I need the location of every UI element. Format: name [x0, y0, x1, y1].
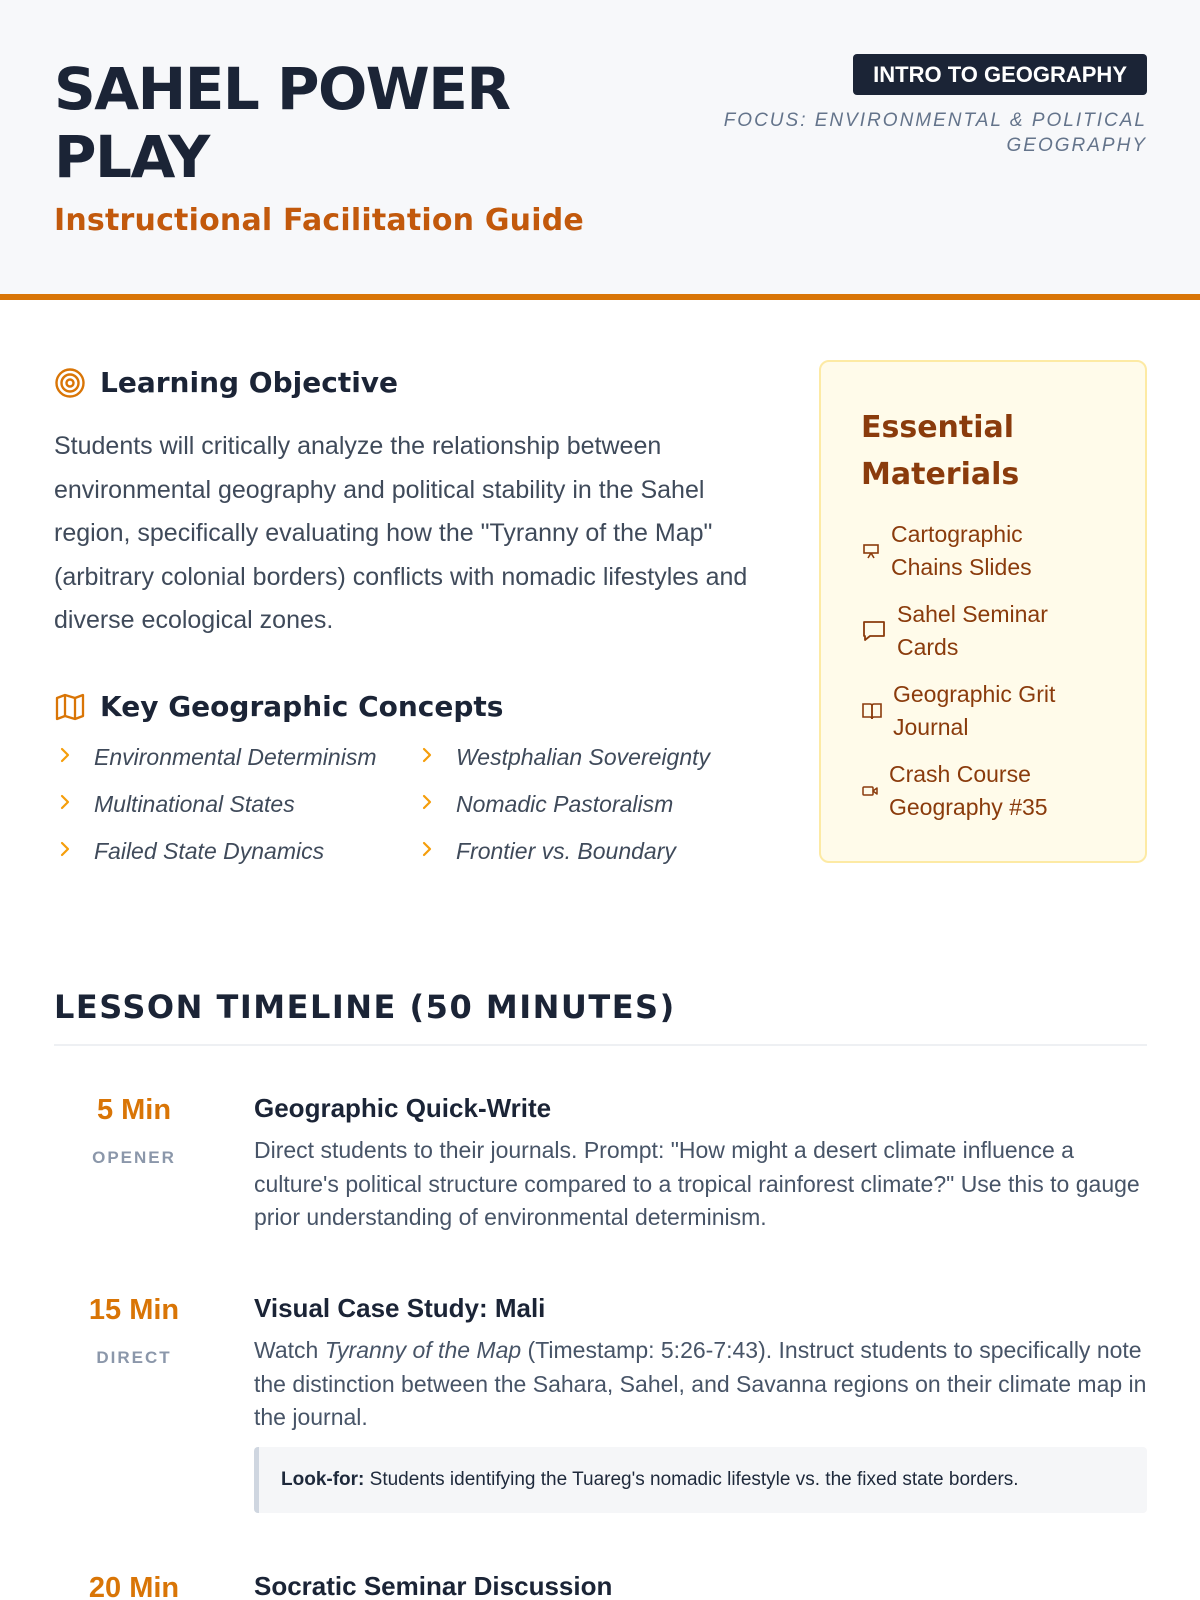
concept-item: [54, 744, 416, 770]
chevron-right-icon: [420, 793, 448, 816]
timeline-entry-title: Socratic Seminar Discussion: [254, 1571, 613, 1600]
timeline-phase: OPENER: [92, 1148, 176, 1167]
timeline-entry-description: [254, 1334, 1154, 1435]
timeline-duration: 5 Min: [96, 1094, 172, 1126]
objective-heading: [54, 366, 398, 399]
concept-item: [416, 744, 746, 770]
chevron-right-icon: [420, 746, 448, 769]
material-item: [861, 758, 1101, 824]
timeline-heading: LESSON TIMELINE (50 MINUTES): [54, 988, 676, 1026]
look-for-callout: [254, 1447, 1147, 1513]
chevron-right-icon: [58, 746, 86, 769]
concepts-heading-text: Key Geographic Concepts: [100, 690, 504, 723]
concept-item: [416, 791, 746, 817]
look-for-text: Students identifying the Tuareg's nomadic lifestyle vs. the fixed state borders.: [364, 1469, 1019, 1490]
presentation-icon: [861, 541, 881, 561]
material-item: [861, 678, 1101, 744]
page-subtitle: Instructional Facilitation Guide: [54, 203, 584, 238]
materials-card: [819, 360, 1147, 863]
video-icon: [861, 782, 879, 800]
description-text: (Timestamp: 5:26-7:43). Instruct students to specifically note the distinction between the Sahara, Sahel, and Savanna regions on their climate map in the journal.: [254, 1337, 1147, 1430]
material-label: Crash Course Geography #35: [889, 761, 1048, 820]
timeline-divider: [54, 1044, 1147, 1046]
timeline-entry-description: Direct students to their journals. Prompt: "How might a desert climate influence a culture's political structure compared to a tropical rainforest climate?" Use this to gauge prior understanding of environmental determinism.: [254, 1137, 1140, 1230]
concept-label: Environmental Determinism: [94, 743, 377, 770]
objective-heading-text: Learning Objective: [100, 366, 399, 399]
map-icon: [54, 691, 86, 723]
chevron-right-icon: [58, 840, 86, 863]
concepts-heading: [54, 690, 503, 723]
timeline-duration: 15 Min: [88, 1294, 180, 1326]
page-title: SAHEL POWER PLAY: [54, 55, 510, 191]
look-for-label: Look-for:: [281, 1469, 365, 1490]
concept-label: Westphalian Sovereignty: [456, 743, 710, 770]
concept-item: [54, 838, 416, 864]
timeline-phase: DIRECT: [96, 1348, 172, 1367]
material-label: Cartographic Chains Slides: [891, 521, 1032, 580]
course-badge: INTRO TO GEOGRAPHY: [853, 54, 1147, 95]
objective-text: Students will critically analyze the relationship between environmental geography and political stability in the Sahel region, specifically evaluating how the "Tyranny of the Map" (arbitrary colonial borders) conflicts with nomadic lifestyles and diverse ecological zones.: [54, 432, 748, 634]
timeline-entry-title: Visual Case Study: Mali: [254, 1293, 546, 1323]
concept-label: Nomadic Pastoralism: [456, 790, 674, 817]
concept-item: [416, 838, 746, 864]
concept-item: [54, 791, 416, 817]
chevron-right-icon: [420, 840, 448, 863]
concept-label: Frontier vs. Boundary: [456, 837, 676, 864]
material-label: Geographic Grit Journal: [893, 681, 1056, 740]
book-icon: [861, 700, 883, 722]
chat-bubble-icon: [861, 618, 887, 644]
focus-label: FOCUS: ENVIRONMENTAL & POLITICAL GEOGRAPHY: [723, 110, 1147, 156]
timeline-entry-title: Geographic Quick-Write: [254, 1093, 552, 1123]
concept-list: [54, 744, 754, 864]
concept-label: Failed State Dynamics: [94, 837, 325, 864]
material-item: [861, 518, 1101, 584]
material-item: [861, 598, 1101, 664]
chevron-right-icon: [58, 793, 86, 816]
description-text: Watch: [254, 1337, 325, 1363]
video-title: Tyranny of the Map: [324, 1337, 522, 1363]
timeline-duration: 20 Min: [88, 1572, 180, 1600]
material-label: Sahel Seminar Cards: [897, 601, 1048, 660]
materials-heading: Essential Materials: [861, 410, 1020, 492]
page-header: [0, 0, 1200, 300]
target-icon: [54, 367, 86, 399]
concept-label: Multinational States: [94, 790, 295, 817]
